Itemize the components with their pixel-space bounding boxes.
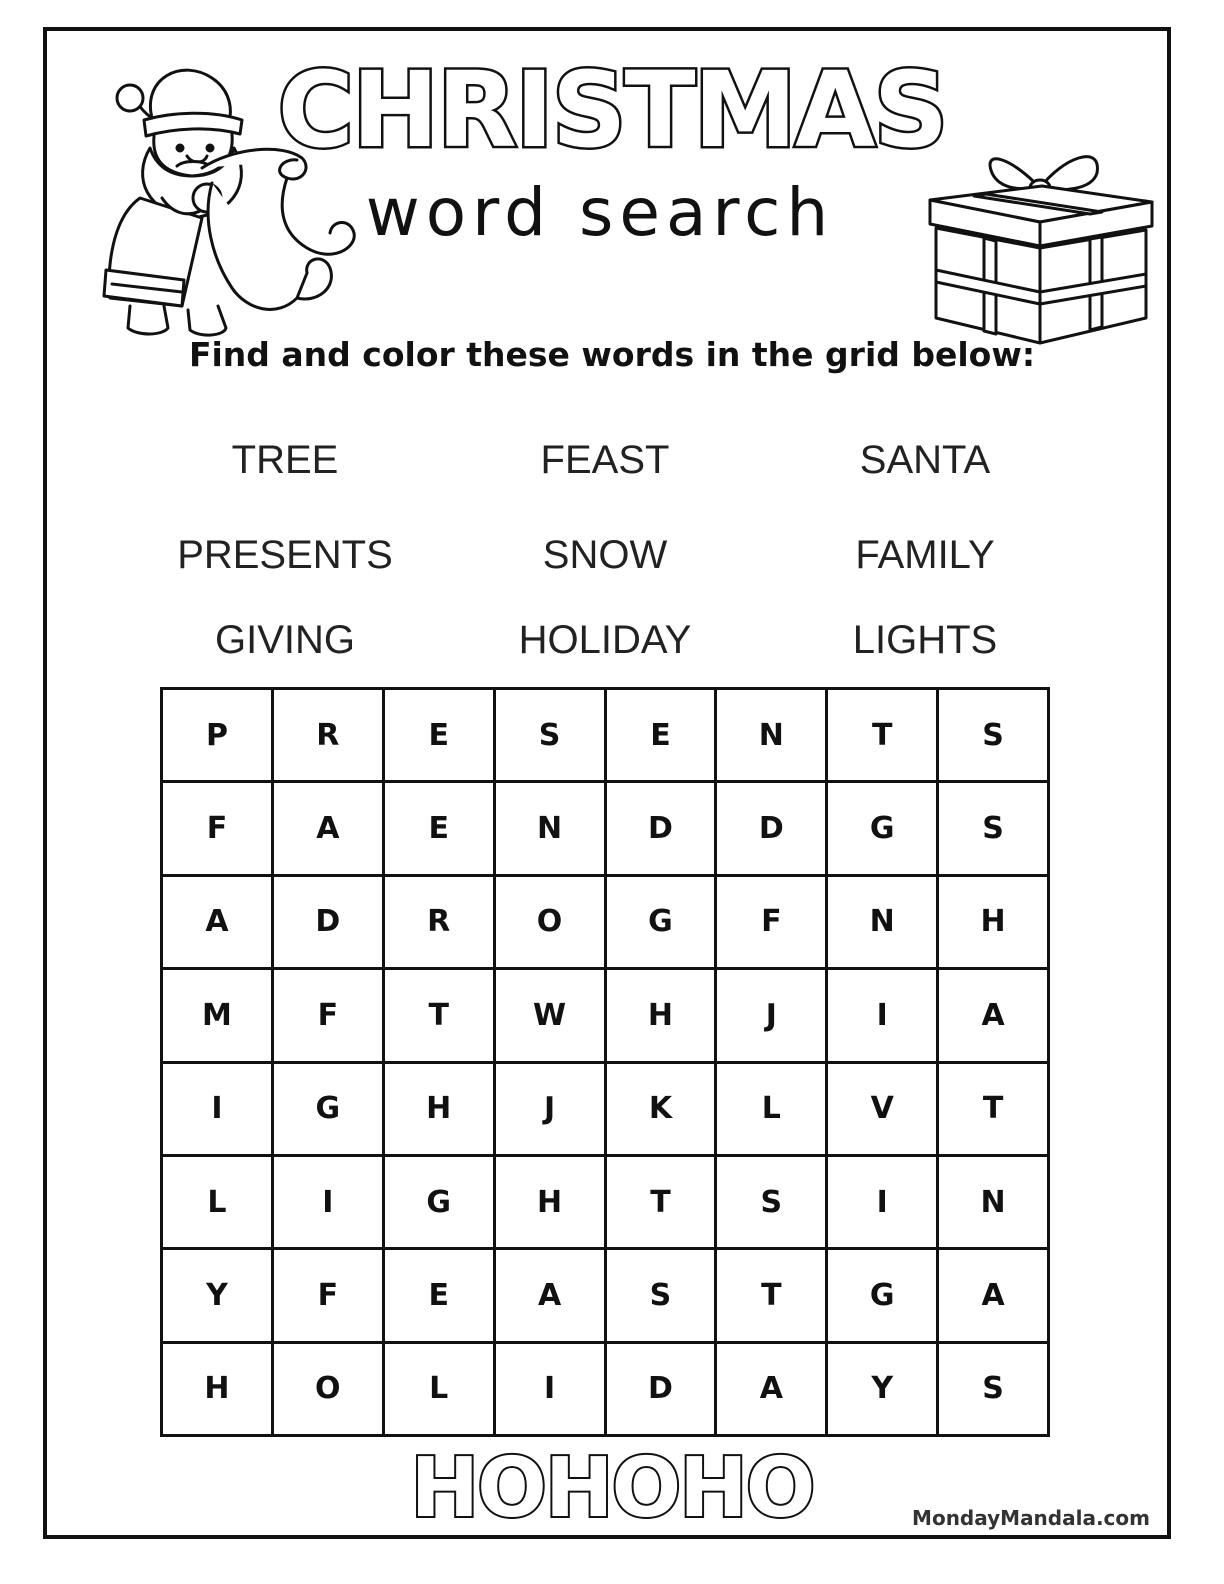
grid-row bbox=[162, 782, 1049, 875]
grid-cell[interactable]: N bbox=[938, 1155, 1049, 1248]
word-item: HOLIDAY bbox=[518, 618, 692, 662]
word-item: GIVING bbox=[214, 618, 356, 662]
grid-cell[interactable]: I bbox=[272, 1155, 383, 1248]
page-title: CHRISTMAS bbox=[277, 49, 947, 171]
grid-cell[interactable]: S bbox=[938, 689, 1049, 782]
grid-cell[interactable]: Y bbox=[162, 1249, 273, 1342]
grid-cell[interactable]: F bbox=[272, 1249, 383, 1342]
grid-cell[interactable]: I bbox=[827, 969, 938, 1062]
word-item: LIGHTS bbox=[852, 618, 998, 662]
grid-cell[interactable]: H bbox=[494, 1155, 605, 1248]
word-item: SNOW bbox=[542, 533, 668, 577]
grid-cell[interactable]: L bbox=[162, 1155, 273, 1248]
hohoho-decoration: HOHOHO bbox=[410, 1441, 814, 1536]
grid-row bbox=[162, 1155, 1049, 1248]
grid-cell[interactable]: I bbox=[827, 1155, 938, 1248]
grid-cell[interactable]: E bbox=[383, 689, 494, 782]
grid-cell[interactable]: S bbox=[938, 1342, 1049, 1435]
grid-cell[interactable]: P bbox=[162, 689, 273, 782]
grid-row bbox=[162, 1342, 1049, 1435]
word-item: SANTA bbox=[859, 438, 991, 482]
grid-cell[interactable]: G bbox=[272, 1062, 383, 1155]
grid-cell[interactable]: T bbox=[938, 1062, 1049, 1155]
grid-cell[interactable]: A bbox=[162, 875, 273, 968]
grid-cell[interactable]: G bbox=[605, 875, 716, 968]
grid-cell[interactable]: I bbox=[494, 1342, 605, 1435]
grid-cell[interactable]: A bbox=[938, 969, 1049, 1062]
grid-cell[interactable]: L bbox=[383, 1342, 494, 1435]
grid-cell[interactable]: N bbox=[494, 782, 605, 875]
grid-cell[interactable]: D bbox=[272, 875, 383, 968]
grid-cell[interactable]: L bbox=[716, 1062, 827, 1155]
grid-cell[interactable]: H bbox=[938, 875, 1049, 968]
grid-cell[interactable]: D bbox=[716, 782, 827, 875]
grid-cell[interactable]: F bbox=[716, 875, 827, 968]
word-item: PRESENTS bbox=[177, 533, 393, 577]
grid-cell[interactable]: W bbox=[494, 969, 605, 1062]
grid-cell[interactable]: M bbox=[162, 969, 273, 1062]
grid-cell[interactable]: S bbox=[716, 1155, 827, 1248]
grid-cell[interactable]: S bbox=[605, 1249, 716, 1342]
grid-cell[interactable]: A bbox=[938, 1249, 1049, 1342]
grid-cell[interactable]: J bbox=[716, 969, 827, 1062]
grid-cell[interactable]: D bbox=[605, 1342, 716, 1435]
grid-cell[interactable]: T bbox=[383, 969, 494, 1062]
word-item: FAMILY bbox=[855, 533, 995, 577]
grid-cell[interactable]: N bbox=[827, 875, 938, 968]
grid-row bbox=[162, 1062, 1049, 1155]
grid-cell[interactable]: H bbox=[162, 1342, 273, 1435]
grid-cell[interactable]: N bbox=[716, 689, 827, 782]
grid-cell[interactable]: S bbox=[494, 689, 605, 782]
word-item: TREE bbox=[231, 438, 339, 482]
grid-cell[interactable]: F bbox=[272, 969, 383, 1062]
grid-cell[interactable]: D bbox=[605, 782, 716, 875]
grid-row bbox=[162, 875, 1049, 968]
grid-cell[interactable]: F bbox=[162, 782, 273, 875]
grid-cell[interactable]: T bbox=[827, 689, 938, 782]
grid-cell[interactable]: R bbox=[383, 875, 494, 968]
page-subtitle: word search bbox=[365, 174, 835, 251]
grid-cell[interactable]: R bbox=[272, 689, 383, 782]
letter-grid bbox=[160, 687, 1050, 1437]
grid-cell[interactable]: Y bbox=[827, 1342, 938, 1435]
grid-cell[interactable]: T bbox=[605, 1155, 716, 1248]
grid-cell[interactable]: G bbox=[383, 1155, 494, 1248]
site-watermark: MondayMandala.com bbox=[912, 1506, 1150, 1530]
grid-cell[interactable]: V bbox=[827, 1062, 938, 1155]
grid-cell[interactable]: O bbox=[272, 1342, 383, 1435]
grid-cell[interactable]: A bbox=[272, 782, 383, 875]
grid-cell[interactable]: E bbox=[383, 782, 494, 875]
grid-cell[interactable]: E bbox=[605, 689, 716, 782]
grid-cell[interactable]: A bbox=[494, 1249, 605, 1342]
instructions: Find and color these words in the grid below: bbox=[188, 335, 1036, 374]
gift-box-icon bbox=[922, 138, 1157, 348]
grid-row bbox=[162, 969, 1049, 1062]
grid-cell[interactable]: H bbox=[383, 1062, 494, 1155]
grid-row bbox=[162, 1249, 1049, 1342]
grid-row bbox=[162, 689, 1049, 782]
grid-cell[interactable]: A bbox=[716, 1342, 827, 1435]
grid-cell[interactable]: O bbox=[494, 875, 605, 968]
word-item: FEAST bbox=[540, 438, 670, 482]
grid-cell[interactable]: S bbox=[938, 782, 1049, 875]
grid-cell[interactable]: H bbox=[605, 969, 716, 1062]
grid-cell[interactable]: I bbox=[162, 1062, 273, 1155]
grid-cell[interactable]: E bbox=[383, 1249, 494, 1342]
grid-cell[interactable]: K bbox=[605, 1062, 716, 1155]
grid-cell[interactable]: J bbox=[494, 1062, 605, 1155]
grid-cell[interactable]: G bbox=[827, 782, 938, 875]
grid-cell[interactable]: G bbox=[827, 1249, 938, 1342]
grid-cell[interactable]: T bbox=[716, 1249, 827, 1342]
